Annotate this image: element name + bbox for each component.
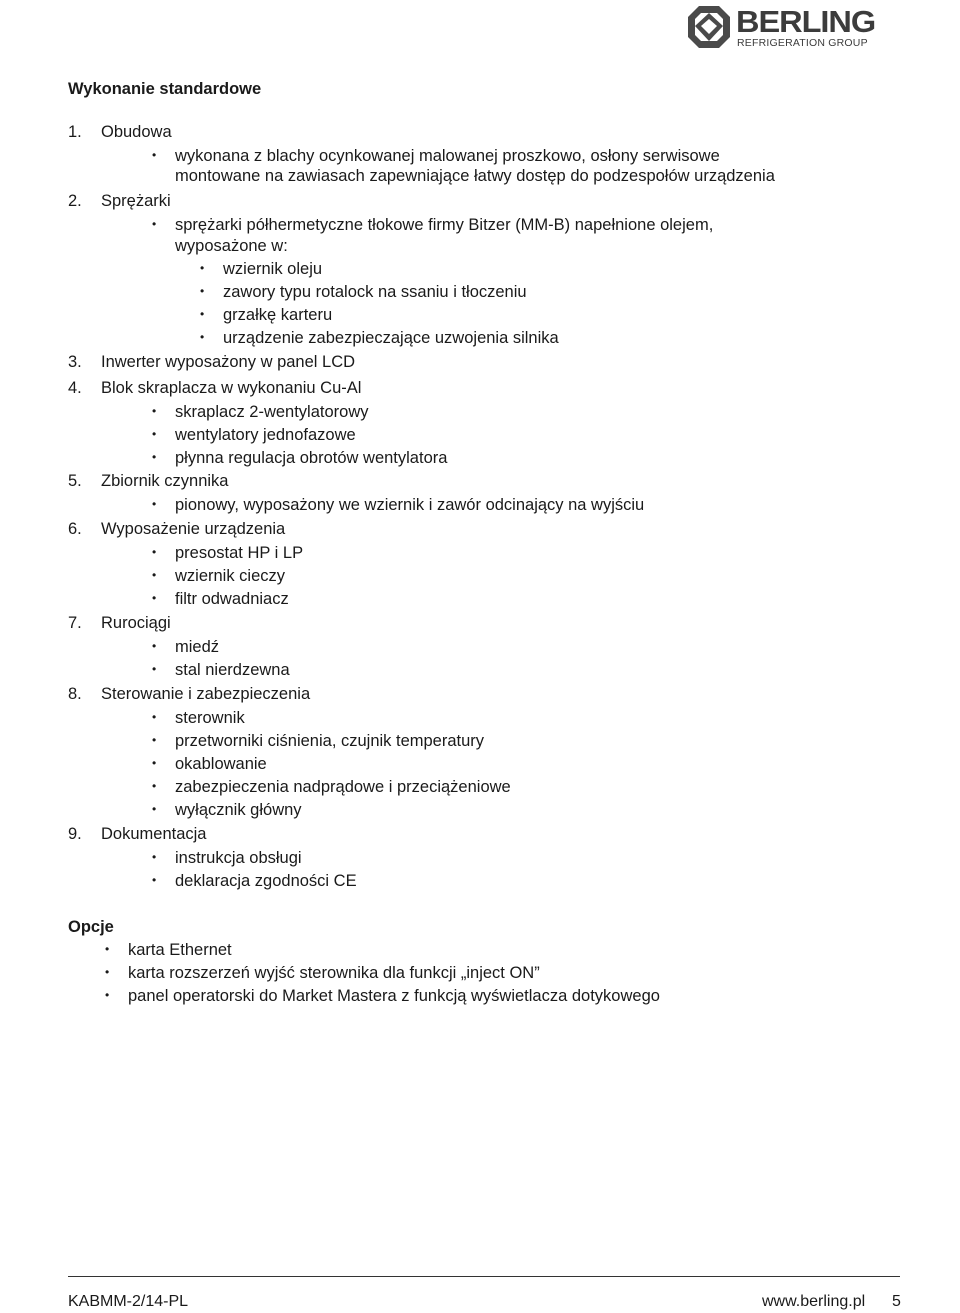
item-number: 2. xyxy=(68,192,82,210)
berling-logo-mark xyxy=(686,4,732,50)
item-label: Inwerter wyposażony w panel LCD xyxy=(101,353,356,371)
list-bullet: • wyłącznik główny xyxy=(152,801,302,819)
list-item-4 xyxy=(68,378,361,398)
footer-page-number: 5 xyxy=(892,1293,901,1310)
option-bullet: • panel operatorski do Market Mastera z funkcją wyświetlacza dotykowego xyxy=(105,987,660,1005)
item-label: Sprężarki xyxy=(101,192,171,210)
sub-bullet: • zawory typu rotalock na ssaniu i tłoczeniu xyxy=(200,283,527,301)
item-label: Zbiornik czynnika xyxy=(101,472,229,490)
logo-tagline: REFRIGERATION GROUP xyxy=(737,37,868,49)
list-bullet: • deklaracja zgodności CE xyxy=(152,872,357,890)
list-bullet: • sprężarki półhermetyczne tłokowe firmy Bitzer (MM-B) napełnione olejem, xyxy=(152,216,714,234)
list-bullet: • wentylatory jednofazowe xyxy=(152,426,356,444)
section-title-options: Opcje xyxy=(68,918,114,936)
item-label: Obudowa xyxy=(101,123,172,141)
list-bullet: • instrukcja obsługi xyxy=(152,849,302,867)
section-title-standard: Wykonanie standardowe xyxy=(68,80,262,98)
list-item-5 xyxy=(68,471,228,491)
item-label: Sterowanie i zabezpieczenia xyxy=(101,685,311,703)
list-item-6 xyxy=(68,519,285,539)
sub-bullet: • wziernik oleju xyxy=(200,260,323,278)
berling-logo xyxy=(686,4,896,50)
list-bullet-continuation: montowane na zawiasach zapewniające łatwy dostęp do podzespołów urządzenia xyxy=(175,167,775,185)
list-bullet: • zabezpieczenia nadprądowe i przeciążeniowe xyxy=(152,778,511,796)
sub-bullet: • urządzenie zabezpieczające uzwojenia silnika xyxy=(200,329,559,347)
list-bullet: • sterownik xyxy=(152,709,245,727)
list-bullet: • stal nierdzewna xyxy=(152,661,290,679)
list-bullet: • skraplacz 2-wentylatorowy xyxy=(152,403,369,421)
item-number: 1. xyxy=(68,123,82,141)
list-item-8 xyxy=(68,684,310,704)
list-bullet: • wziernik cieczy xyxy=(152,567,286,585)
list-item-3 xyxy=(68,352,355,372)
list-bullet: • pionowy, wyposażony we wziernik i zawór odcinający na wyjściu xyxy=(152,496,645,514)
option-bullet: • karta Ethernet xyxy=(105,941,232,959)
item-number: 5. xyxy=(68,472,82,490)
option-bullet: • karta rozszerzeń wyjść sterownika dla funkcji „inject ON” xyxy=(105,964,540,982)
item-number: 3. xyxy=(68,353,82,371)
list-item-2 xyxy=(68,191,171,211)
item-number: 4. xyxy=(68,379,82,397)
item-number: 8. xyxy=(68,685,82,703)
list-bullet: • filtr odwadniacz xyxy=(152,590,289,608)
list-bullet: • presostat HP i LP xyxy=(152,544,304,562)
item-number: 6. xyxy=(68,520,82,538)
item-label: Blok skraplacza w wykonaniu Cu-Al xyxy=(101,379,362,397)
footer-document-code: KABMM-2/14-PL xyxy=(68,1293,189,1310)
list-bullet: • wykonana z blachy ocynkowanej malowanej proszkowo, osłony serwisowe xyxy=(152,147,720,165)
item-number: 7. xyxy=(68,614,82,632)
item-label: Rurociągi xyxy=(101,614,171,632)
item-number: 9. xyxy=(68,825,82,843)
list-item-7 xyxy=(68,613,171,633)
list-bullet: • płynna regulacja obrotów wentylatora xyxy=(152,449,448,467)
logo-wordmark: BERLING xyxy=(736,4,876,39)
list-item-9 xyxy=(68,824,206,844)
footer-website-link[interactable]: www.berling.pl xyxy=(762,1293,866,1310)
footer-divider xyxy=(68,1276,900,1277)
list-bullet: • przetworniki ciśnienia, czujnik temperatury xyxy=(152,732,485,750)
list-bullet: • miedź xyxy=(152,638,220,656)
item-label: Wyposażenie urządzenia xyxy=(101,520,286,538)
list-item-1 xyxy=(68,122,172,142)
list-bullet-continuation: wyposażone w: xyxy=(175,237,288,255)
item-label: Dokumentacja xyxy=(101,825,207,843)
list-bullet: • okablowanie xyxy=(152,755,267,773)
sub-bullet: • grzałkę karteru xyxy=(200,306,333,324)
